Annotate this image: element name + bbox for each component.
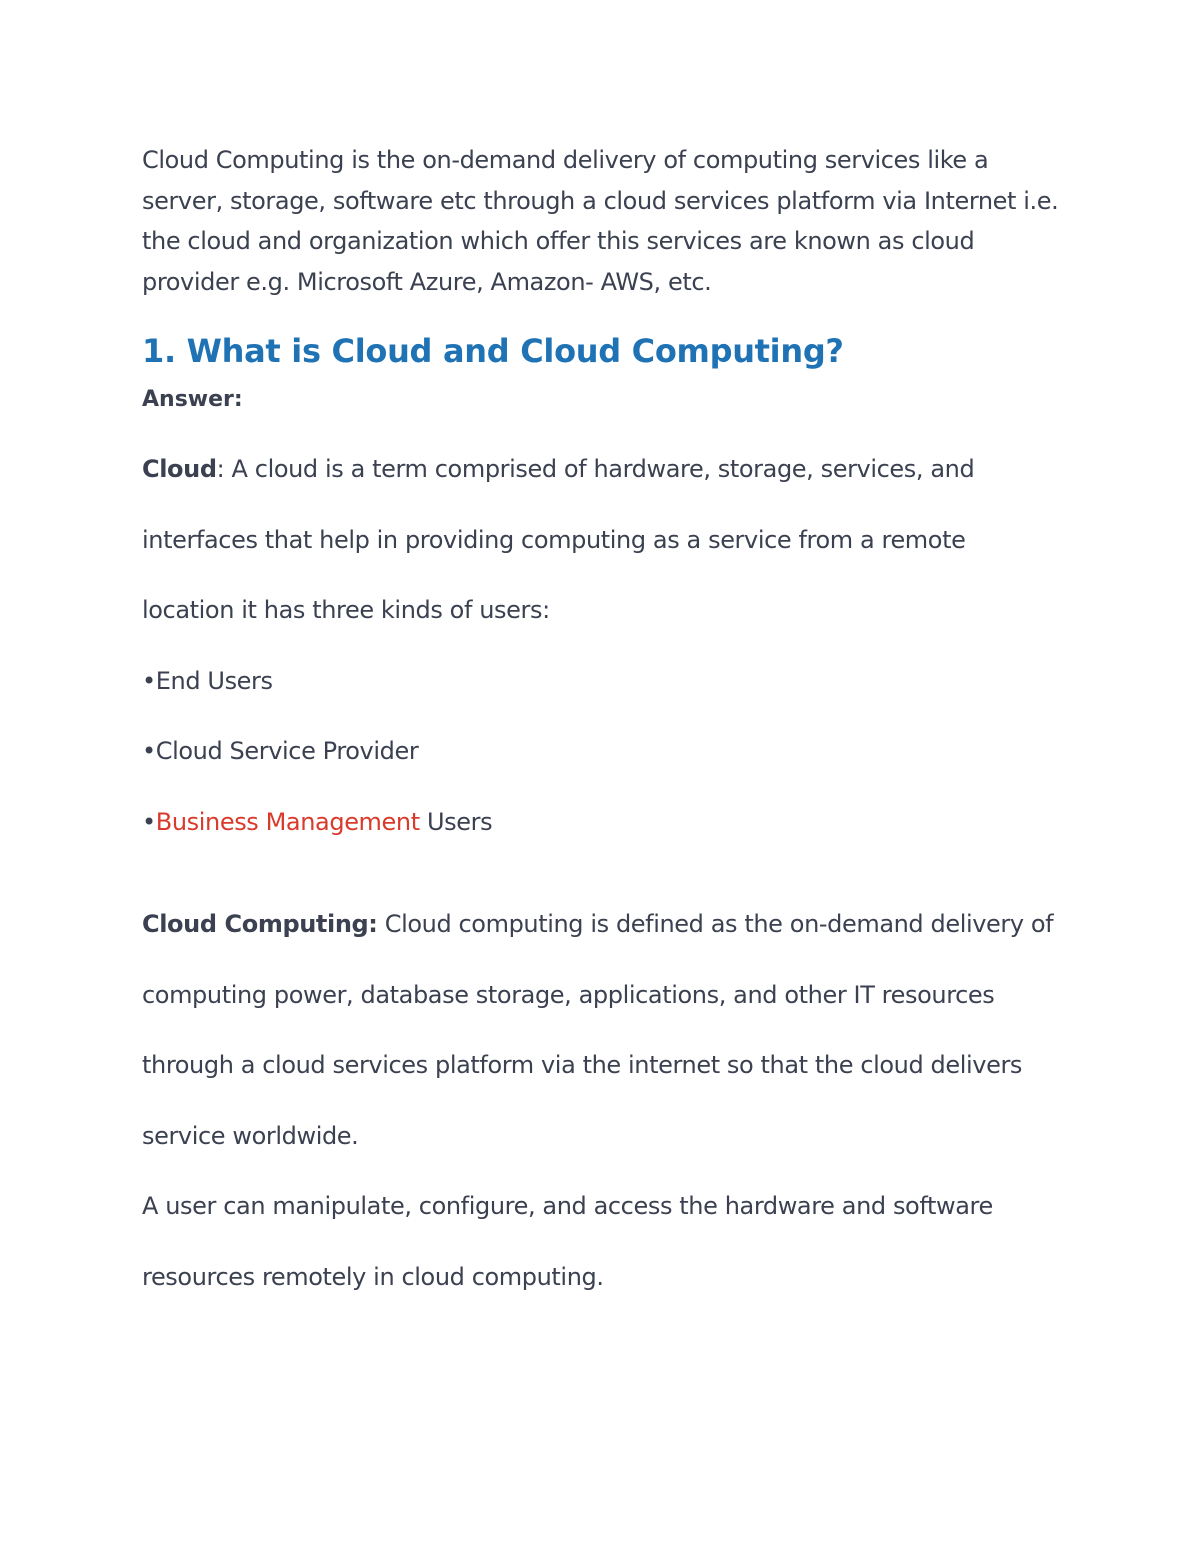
cloud-definition-line: location it has three kinds of users: [142, 596, 550, 624]
intro-line: server, storage, software etc through a cloud services platform via Internet i.e. [142, 186, 1059, 215]
cloud-definition-line [142, 434, 1072, 505]
highlighted-text: Business Management [155, 807, 420, 836]
closing-line: resources remotely in cloud computing. [142, 1262, 604, 1291]
bullet-icon: • [142, 807, 156, 836]
cloud-definition-text: : A cloud is a term comprised of hardware, storage, services, and [216, 455, 975, 483]
bullet-icon: • [142, 666, 156, 695]
section-heading: 1. What is Cloud and Cloud Computing? [142, 332, 844, 370]
cloud-term: Cloud [142, 455, 217, 483]
cloud-computing-definition-line: service worldwide. [142, 1121, 359, 1150]
intro-paragraph [142, 140, 1072, 302]
intro-line: Cloud Computing is the on-demand delivery of computing services like a [142, 146, 989, 174]
cloud-computing-definition-text: Cloud computing is defined as the on-demand delivery of [377, 910, 1054, 938]
list-item-label: End Users [155, 666, 273, 695]
bullet-icon: • [142, 737, 156, 765]
list-item-label: Users [419, 807, 493, 836]
cloud-computing-definition-line: through a cloud services platform via the internet so that the cloud delivers [142, 1051, 1023, 1079]
cloud-definition-line: interfaces that help in providing computing as a service from a remote [142, 525, 966, 554]
closing-line: A user can manipulate, configure, and access the hardware and software [142, 1192, 993, 1220]
cloud-computing-term: Cloud Computing: [142, 910, 378, 938]
list-item [142, 787, 1072, 858]
list-item [142, 716, 1072, 787]
cloud-computing-definition-line: computing power, database storage, applications, and other IT resources [142, 980, 995, 1009]
list-item [142, 646, 1072, 717]
intro-line: provider e.g. Microsoft Azure, Amazon- AWS, etc. [142, 267, 712, 296]
cloud-computing-definition-line [142, 889, 1072, 960]
document-content [142, 140, 1072, 1312]
answer-label: Answer: [142, 387, 243, 412]
list-item-label: Cloud Service Provider [155, 737, 419, 765]
intro-line: the cloud and organization which offer this services are known as cloud [142, 227, 975, 255]
